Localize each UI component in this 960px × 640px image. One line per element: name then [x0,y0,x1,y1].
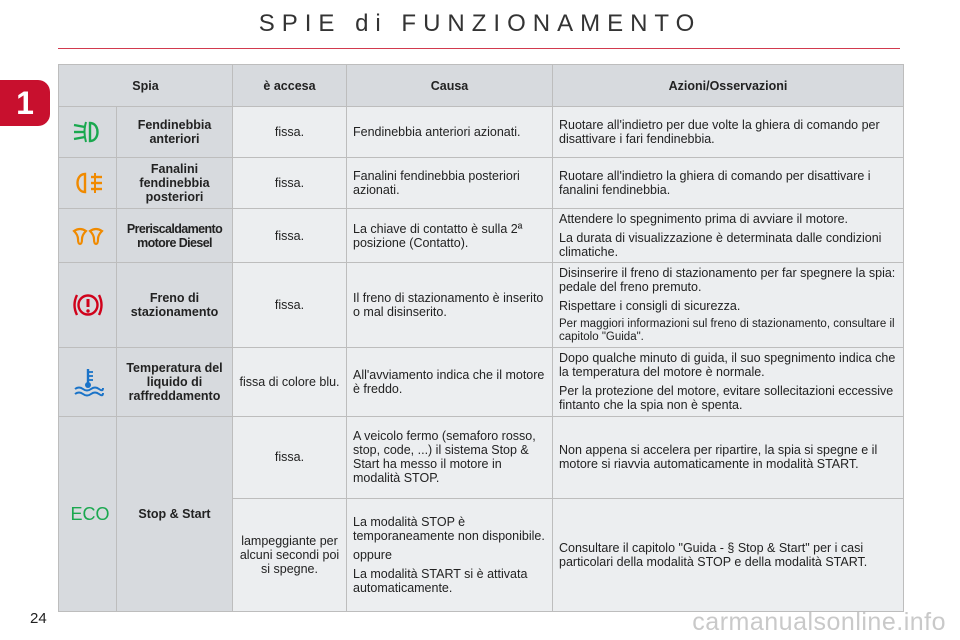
header-spia: Spia [59,65,233,107]
azioni-value [553,263,904,348]
accesa-value: fissa. [233,263,347,348]
header-azioni: Azioni/Osservazioni [553,65,904,107]
table-row [59,416,904,498]
causa-value: La chiave di contatto è sulla 2ª posizione (Contatto). [347,209,553,263]
title-divider [58,48,900,49]
page-number: 24 [30,610,47,627]
rear-fog-lamp-icon [71,170,105,196]
azioni-value [553,158,904,209]
causa-value: Fendinebbia anteriori azionati. [347,107,553,158]
accesa-value: fissa. [233,158,347,209]
causa-line: La modalità START si è attivata automaticamente. [353,566,528,595]
warning-name: Freno di stazionamento [117,263,233,348]
accesa-value: fissa. [233,209,347,263]
azioni-line: Dopo qualche minuto di guida, il suo spegnimento indica che la temperatura del motore è normale. [559,351,896,380]
warning-name: Fanalini fendinebbia posteriori [117,158,233,209]
azioni-line: Ruotare all'indietro la ghiera di comando per disattivare i fanalini fendinebbia. [559,169,871,197]
warning-name: Stop & Start [117,416,233,611]
table-row [59,263,904,348]
table-row [59,107,904,158]
causa-value [347,416,553,498]
accesa-value: fissa di colore blu. [233,347,347,416]
causa-value: All'avviamento indica che il motore è freddo. [347,347,553,416]
causa-value: Il freno di stazionamento è inserito o mal disinserito. [347,263,553,348]
chapter-tab: 1 [0,80,50,126]
azioni-line: Attendere lo spegnimento prima di avviare il motore. [559,212,849,226]
parking-brake-icon [71,290,105,320]
causa-value [347,498,553,611]
azioni-line: Per la protezione del motore, evitare sollecitazioni eccessive fintanto che la spia non è spenta. [559,384,894,413]
azioni-value [553,347,904,416]
warning-name: Temperatura del liquido di raffreddamento [117,347,233,416]
causa-line: A veicolo fermo (semaforo rosso, stop, code, ...) il sistema Stop & Start ha messo il motore in modalità STOP. [353,429,536,486]
azioni-value [553,107,904,158]
coolant-temperature-icon [71,367,105,397]
azioni-line: Disinserire il freno di stazionamento per far spegnere la spia: pedale del freno premuto. [559,266,896,294]
warning-lights-table [58,64,904,612]
table-header-row [59,65,904,107]
watermark: carmanualsonline.info [692,608,946,636]
page-title: SPIE di FUNZIONAMENTO [258,10,702,37]
azioni-value: Non appena si accelera per ripartire, la spia si spegne e il motore si riavvia automaticamente in modalità START. [553,416,904,498]
azioni-value [553,209,904,263]
azioni-value: Consultare il capitolo "Guida - § Stop & Start" per i casi particolari della modalità STOP e della modalità START. [553,498,904,611]
eco-icon-label: ECO [70,503,110,524]
causa-line: La modalità STOP è temporaneamente non disponibile. [353,514,545,543]
accesa-value: fissa. [233,107,347,158]
accesa-value: lampeggiante per alcuni secondi poi si spegne. [233,498,347,611]
header-accesa: è accesa [233,65,347,107]
causa-value: Fanalini fendinebbia posteriori azionati. [347,158,553,209]
front-fog-lamp-icon [71,119,105,145]
eco-icon [65,503,115,525]
table-row [59,347,904,416]
accesa-value: fissa. [233,416,347,498]
azioni-line: Per maggiori informazioni sul freno di stazionamento, consultare il capitolo "Guida". [559,318,895,343]
causa-line: oppure [353,547,392,562]
azioni-line: Rispettare i consigli di sicurezza. [559,299,741,313]
table-row [59,209,904,263]
azioni-line: Ruotare all'indietro per due volte la ghiera di comando per disattivare i fari fendinebbia. [559,118,880,146]
warning-name: Fendinebbia anteriori [117,107,233,158]
table-row [59,158,904,209]
azioni-line: La durata di visualizzazione è determinata dalle condizioni climatiche. [559,231,882,259]
warning-name: Preriscaldamento motore Diesel [117,209,233,263]
glow-plug-icon [71,225,105,247]
header-causa: Causa [347,65,553,107]
